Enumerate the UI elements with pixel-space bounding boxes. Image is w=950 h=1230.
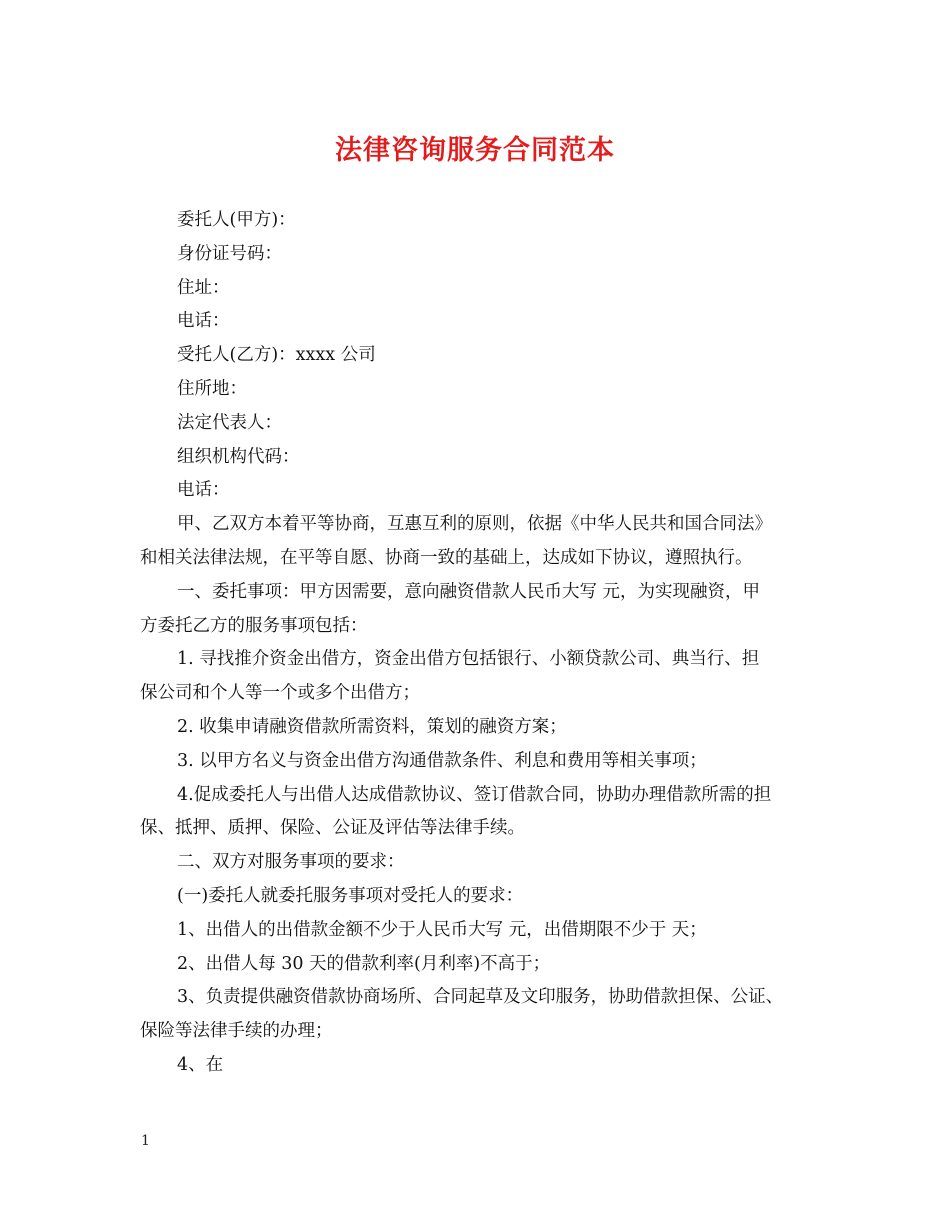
body-line: 住址： (177, 277, 230, 298)
body-line: 2、出借人每 30 天的借款利率(月利率)不高于； (177, 953, 551, 974)
document-body (140, 204, 812, 1083)
body-line: 一、委托事项：甲方因需要，意向融资借款人民币大写 元，为实现融资，甲 (177, 581, 761, 602)
body-line: 保险等法律手续的办理； (140, 1021, 333, 1042)
body-line: 保公司和个人等一个或多个出借方； (140, 683, 420, 704)
body-line: 保、抵押、质押、保险、公证及评估等法律手续。 (140, 818, 525, 839)
body-line: 法定代表人： (177, 412, 282, 433)
body-line: 3、负责提供融资借款协商场所、合同起草及文印服务，协助借款担保、公证、 (177, 987, 784, 1008)
body-line: 方委托乙方的服务事项包括： (140, 615, 368, 636)
body-line: 2. 收集申请融资借款所需资料，策划的融资方案； (177, 716, 567, 737)
document-title: 法律咨询服务合同范本 (335, 135, 615, 166)
body-line: 1、出借人的出借款金额不少于人民币大写 元，出借期限不少于 天； (177, 919, 707, 940)
body-line: 委托人(甲方)： (177, 210, 296, 230)
body-line: 和相关法律法规，在平等自愿、协商一致的基础上，达成如下协议，遵照执行。 (140, 547, 753, 568)
body-line: (一)委托人就委托服务事项对受托人的要求： (177, 885, 524, 906)
body-line: 二、双方对服务事项的要求： (177, 852, 405, 873)
page-number: 1 (141, 1133, 150, 1149)
body-line: 3. 以甲方名义与资金出借方沟通借款条件、利息和费用等相关事项； (177, 750, 707, 771)
body-line: 住所地： (177, 378, 247, 399)
body-line: 电话： (177, 480, 230, 501)
body-line: 4.促成委托人与出借人达成借款协议、签订借款合同，协助办理借款所需的担 (177, 784, 772, 805)
body-line: 甲、乙双方本着平等协商，互惠互利的原则，依据《中华人民共和国合同法》 (177, 514, 772, 535)
body-line: 身份证号码： (177, 243, 282, 264)
body-line: 4、在 (177, 1054, 224, 1075)
body-line: 组织机构代码： (177, 446, 300, 467)
body-line: 受托人(乙方)：xxxx 公司 (177, 345, 376, 366)
body-line: 电话： (177, 311, 230, 332)
body-line: 1. 寻找推介资金出借方，资金出借方包括银行、小额贷款公司、典当行、担 (177, 649, 760, 670)
